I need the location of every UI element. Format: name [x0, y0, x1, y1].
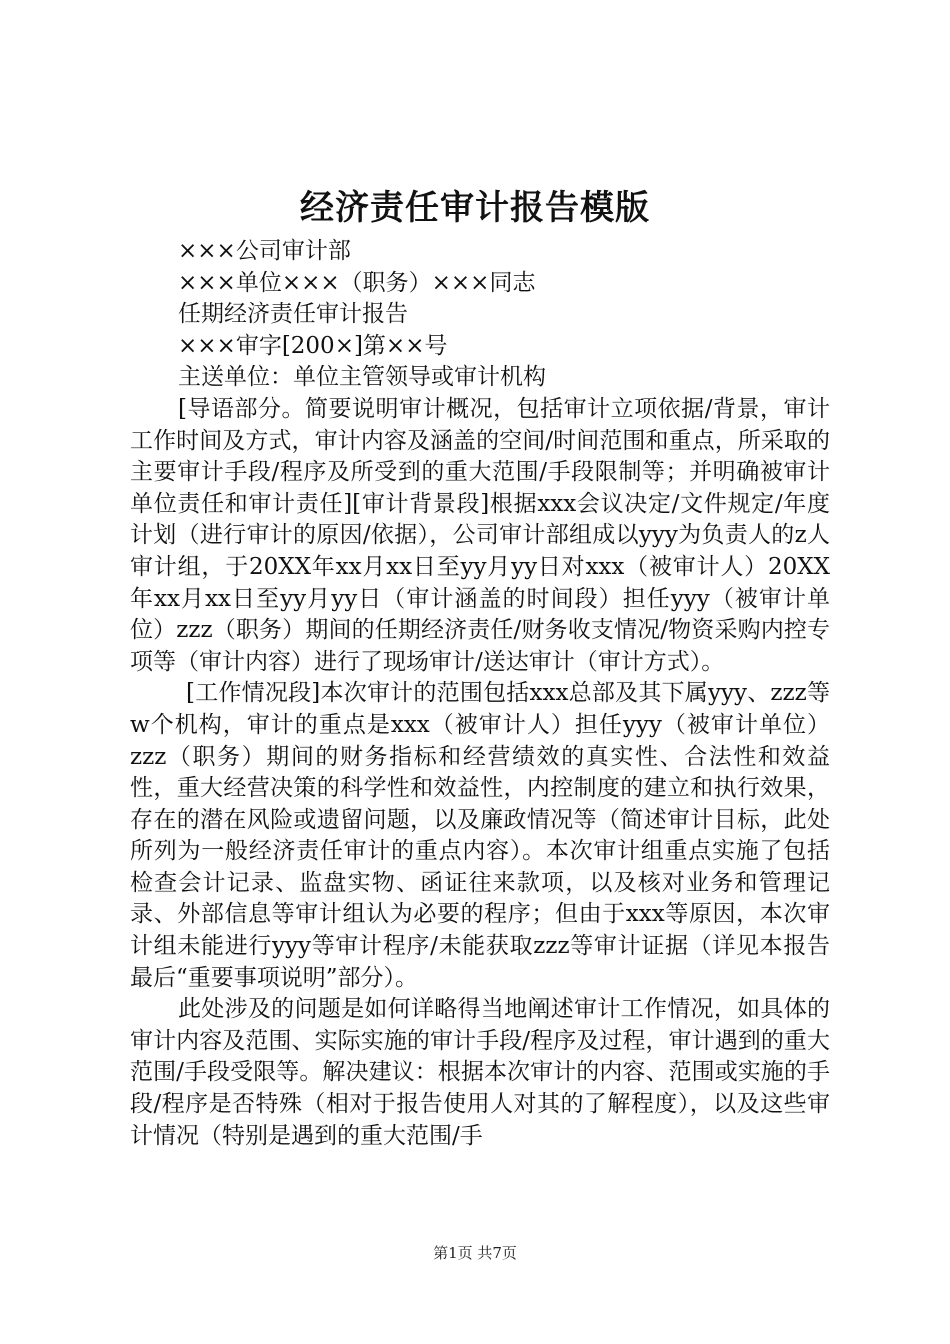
page-footer: 第1页 共7页 — [433, 1244, 517, 1262]
paragraph-guidance: 此处涉及的问题是如何详略得当地阐述审计工作情况，如具体的审计内容及范围、实际实施的审计手段/程序及过程，审计遇到的重大范围/手段受限等。解决建议：根据本次审计的内容、范围或实施的手段/程序是否特殊（相对于报告使用人对其的了解程度），以及这些审计情况（特别是遇到的重大范围/手 — [130, 996, 830, 1149]
header-line-department: ×××公司审计部 — [178, 238, 351, 264]
header-line-document-number: ×××审字[200×]第××号 — [178, 332, 448, 359]
header-line-subject: ×××单位×××（职务）×××同志 — [178, 269, 536, 296]
document-body — [130, 236, 830, 1152]
header-line-report-name: 任期经济责任审计报告 — [178, 301, 408, 328]
header-line-recipient: 主送单位：单位主管领导或审计机构 — [178, 364, 546, 391]
paragraph-work-status: [工作情况段]本次审计的范围包括xxx总部及其下属yyy、zzz等w个机构，审计的重点是xxx（被审计人）担任yyy（被审计单位）zzz（职务）期间的财务指标和经营绩效的真实性、合法性和效益性，重大经营决策的科学性和效益性，内控制度的建立和执行效果，存在的潜在风险或遗留问题，以及廉政情况等（简述审计目标，此处所列为一般经济责任审计的重点内容）。本次审计组重点实施了包括检查会计记录、监盘实物、函证往来款项，以及核对业务和管理记录、外部信息等审计组认为必要的程序；但由于xxx等原因，本次审计组未能进行yyy等审计程序/未能获取zzz等审计证据（详见本报告最后“重要事项说明”部分）。 — [130, 680, 830, 991]
paragraph-intro: [导语部分。简要说明审计概况，包括审计立项依据/背景，审计工作时间及方式，审计内容及涵盖的空间/时间范围和重点，所采取的主要审计手段/程序及所受到的重大范围/手段限制等；并明确被审计单位责任和审计责任][审计背景段]根据xxx会议决定/文件规定/年度计划（进行审计的原因/依据），公司审计部组成以yyy为负责人的z人审计组，于20XX年xx月xx日至yy月yy日对xxx（被审计人）20XX年xx月xx日至yy月yy日（审计涵盖的时间段）担任yyy（被审计单位）zzz（职务）期间的任期经济责任/财务收支情况/物资采购内控专项等（审计内容）进行了现场审计/送达审计（审计方式）。 — [130, 395, 830, 675]
document-title: 经济责任审计报告模版 — [300, 188, 650, 228]
